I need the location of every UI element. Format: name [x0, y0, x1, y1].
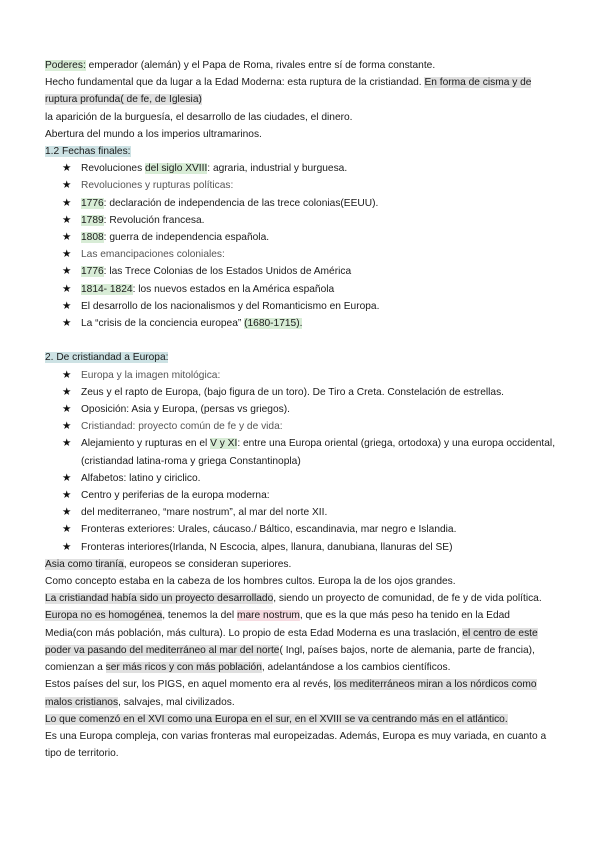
paragraph-asia [45, 556, 560, 573]
text: , que es la que más peso ha tenido en la Edad Media(con más población, más cultura). Lo propio de esta Edad Moderna es una traslación, [45, 610, 510, 639]
paragraph-hecho-fundamental [45, 74, 560, 108]
list-item: ★ Fronteras interiores(Irlanda, N Escocia, alpes, llanura, danubiana, llanuras del SE) [45, 539, 560, 556]
highlight: mare nostrum [237, 610, 300, 622]
list-item: ★ Cristiandad: proyecto común de fe y de vida: [45, 418, 560, 435]
list-item: ★ Alfabetos: latino y ciriclico. [45, 470, 560, 487]
list-cristiandad-europa [45, 367, 560, 556]
text: Hecho fundamental que da lugar [45, 77, 193, 89]
highlight: La cristiandad había sido un proyecto desarrollado [45, 593, 274, 605]
highlight: Asia como tiranía [45, 558, 124, 570]
highlight: los mediterráneos miran a los nórdicos como malos cristianos [45, 679, 537, 708]
text: , tenemos la del [162, 610, 237, 622]
list-item [45, 160, 560, 177]
list-item: ★ Centro y periferias de la europa moderna: [45, 487, 560, 504]
list-item: ★ del mediterraneo, “mare nostrum”, al mar del norte XII. [45, 504, 560, 521]
text: Revoluciones [81, 163, 145, 175]
paragraph-burguesia: la aparición de la burguesía, el desarrollo de las ciudades, el dinero. [45, 111, 353, 123]
heading-text: 1.2 Fechas finales: [45, 146, 131, 158]
text: , adelantándose a los cambios científicos. [261, 662, 451, 674]
text: ( Ingl, países bajos, norte de alemania, parte de francia), comienzan a [45, 644, 535, 674]
text: , salvajes, mal civilizados. [118, 696, 235, 708]
paragraph-poderes [45, 57, 560, 74]
list-item [45, 315, 560, 332]
list-item [45, 195, 560, 212]
paragraph-concepto: Como concepto estaba en la cabeza de los hombres cultos. Europa la de los ojos grandes. [45, 576, 456, 588]
list-item: ★ Las emancipaciones coloniales: [45, 246, 560, 263]
highlight: Europa no es homogénea [45, 610, 163, 622]
highlight: 1776 [81, 266, 104, 278]
paragraph-pigs [45, 676, 560, 710]
text: La “crisis de la conciencia europea” [81, 318, 245, 330]
list-item: ★ El desarrollo de los nacionalismos y del Romanticismo en Europa. [45, 298, 560, 315]
highlight: del siglo XVIII [145, 163, 208, 175]
list-item: ★ Zeus y el rapto de Europa, (bajo figura de un toro). De Tiro a Creta. Constelación de estrellas. [45, 384, 560, 401]
highlight: Lo que comenzó en el XVI como una Europa en el sur, en el XVIII se va centrando más en el atlántico. [45, 713, 508, 725]
highlight: En forma de cisma y de ruptura profunda( de fe, de Iglesia) [45, 77, 532, 106]
text: : los nuevos estados en la América española [132, 283, 335, 295]
highlight: (1680-1715). [244, 318, 303, 330]
list-item [45, 281, 560, 298]
paragraph-europa-homogenea [45, 607, 560, 676]
text: emperador (alemán) y el Papa de Roma, rivales entre sí de forma constante. [85, 60, 436, 71]
text: : agraria, industrial y burguesa. [207, 163, 348, 175]
section-heading-fechas-finales [45, 143, 560, 160]
list-item: ★ Fronteras exteriores: Urales, cáucaso./ Báltico, escandinavia, mar negro e Islandia. [45, 521, 560, 538]
text: : las Trece Colonias de los Estados Unidos de América [103, 266, 352, 278]
text: , europeos se consideran superiores. [123, 558, 292, 570]
highlight: el centro de este poder va pasando del mediterráneo al mar del norte [45, 627, 538, 656]
blank-line [45, 332, 560, 349]
highlight: 1814- 1824 [81, 283, 133, 295]
heading-text: 2. De cristiandad a Europa: [45, 352, 169, 364]
list-item [45, 435, 560, 469]
highlight: Poderes: [45, 60, 86, 71]
list-item: ★ Europa y la imagen mitológica: [45, 367, 560, 384]
text: , siendo un proyecto de comunidad, de fe y de vida política. [273, 593, 542, 605]
text: : Revolución francesa. [103, 214, 205, 226]
list-fechas-finales [45, 160, 560, 332]
paragraph-atlantico [45, 711, 560, 728]
document-body [45, 57, 560, 762]
paragraph-europa-compleja: Es una Europa compleja, con varias fronteras mal europeizadas. Además, Europa es muy variada, en cuanto a tipo de territorio. [45, 730, 547, 760]
text: Alejamiento y rupturas en el [81, 438, 211, 450]
list-item [45, 212, 560, 229]
highlight: 1808 [81, 232, 104, 244]
section-heading-cristiandad-europa [45, 349, 560, 366]
text: : entre una Europa oriental (griega, ortodoxa) y una europa occidental, (cristiandad latina-roma y griega Constantinopla) [81, 438, 556, 467]
list-item [45, 263, 560, 280]
list-item [45, 229, 560, 246]
list-item: ★ Oposición: Asia y Europa, (persas vs griegos). [45, 401, 560, 418]
text: a la Edad Moderna: esta ruptura de la cristiandad. [192, 77, 425, 89]
text: : guerra de independencia española. [103, 232, 270, 244]
text: : declaración de independencia de las trece colonias(EEUU). [103, 197, 379, 209]
list-item: ★ Revoluciones y rupturas políticas: [45, 177, 560, 194]
highlight: ser más ricos y con más población [105, 662, 262, 674]
highlight: 1789 [81, 214, 104, 226]
text: Estos países del sur, los PIGS, en aquel momento era al revés, [45, 679, 334, 691]
paragraph-cristiandad [45, 590, 560, 607]
paragraph-abertura: Abertura del mundo a los imperios ultramarinos. [45, 128, 262, 140]
highlight: V y XI [210, 438, 238, 450]
highlight: 1776 [81, 197, 104, 209]
